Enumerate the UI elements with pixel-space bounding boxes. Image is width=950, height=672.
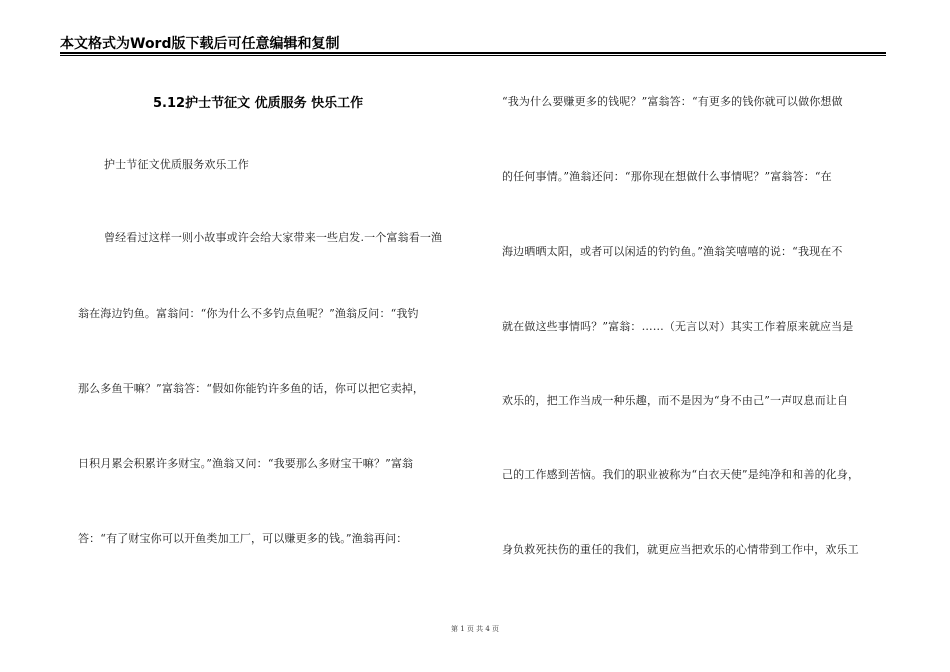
right-line-7: 身负救死扶伤的重任的我们，就更应当把欢乐的心情带到工作中，欢乐工 — [502, 543, 859, 556]
right-line-6: 己的工作感到苦恼。我们的职业被称为“白衣天使”是纯净和和善的化身， — [502, 468, 860, 481]
left-line-3: 翁在海边钓鱼。富翁问：“你为什么不多钓点鱼呢？”渔翁反问：“我钓 — [78, 307, 419, 320]
header-banner: 本文格式为Word版下载后可任意编辑和复制 — [60, 36, 340, 52]
document-title: 5.12护士节征文 优质服务 快乐工作 — [153, 96, 364, 111]
left-line-5: 日积月累会积累许多财宝。”渔翁又问：“我要那么多财宝干嘛？”富翁 — [78, 457, 414, 470]
right-line-5: 欢乐的，把工作当成一种乐趣，而不是因为“身不由己”一声叹息而让自 — [502, 394, 849, 407]
page-footer: 第 1 页 共 4 页 — [450, 625, 500, 633]
header-rule-thick — [60, 52, 886, 54]
right-line-2: 的任何事情。”渔翁还问：“那你现在想做什么事情呢？”富翁答：“在 — [502, 170, 832, 183]
right-line-1: “我为什么要赚更多的钱呢？”富翁答：“有更多的钱你就可以做你想做 — [502, 95, 843, 108]
left-line-4: 那么多鱼干嘛？”富翁答：“假如你能钓许多鱼的话，你可以把它卖掉， — [78, 382, 425, 395]
right-line-4: 就在做这些事情吗？”富翁：……（无言以对）其实工作着原来就应当是 — [502, 320, 854, 333]
left-line-2: 曾经看过这样一则小故事或许会给大家带来一些启发.一个富翁看一渔 — [104, 231, 443, 244]
left-line-1: 护士节征文优质服务欢乐工作 — [104, 158, 249, 171]
header-rule-thin — [60, 55, 886, 56]
left-line-6: 答：“有了财宝你可以开鱼类加工厂，可以赚更多的钱。”渔翁再问： — [78, 532, 408, 545]
right-line-3: 海边晒晒太阳，或者可以闲适的钓钓鱼。”渔翁笑嘻嘻的说：“我现在不 — [502, 245, 843, 258]
